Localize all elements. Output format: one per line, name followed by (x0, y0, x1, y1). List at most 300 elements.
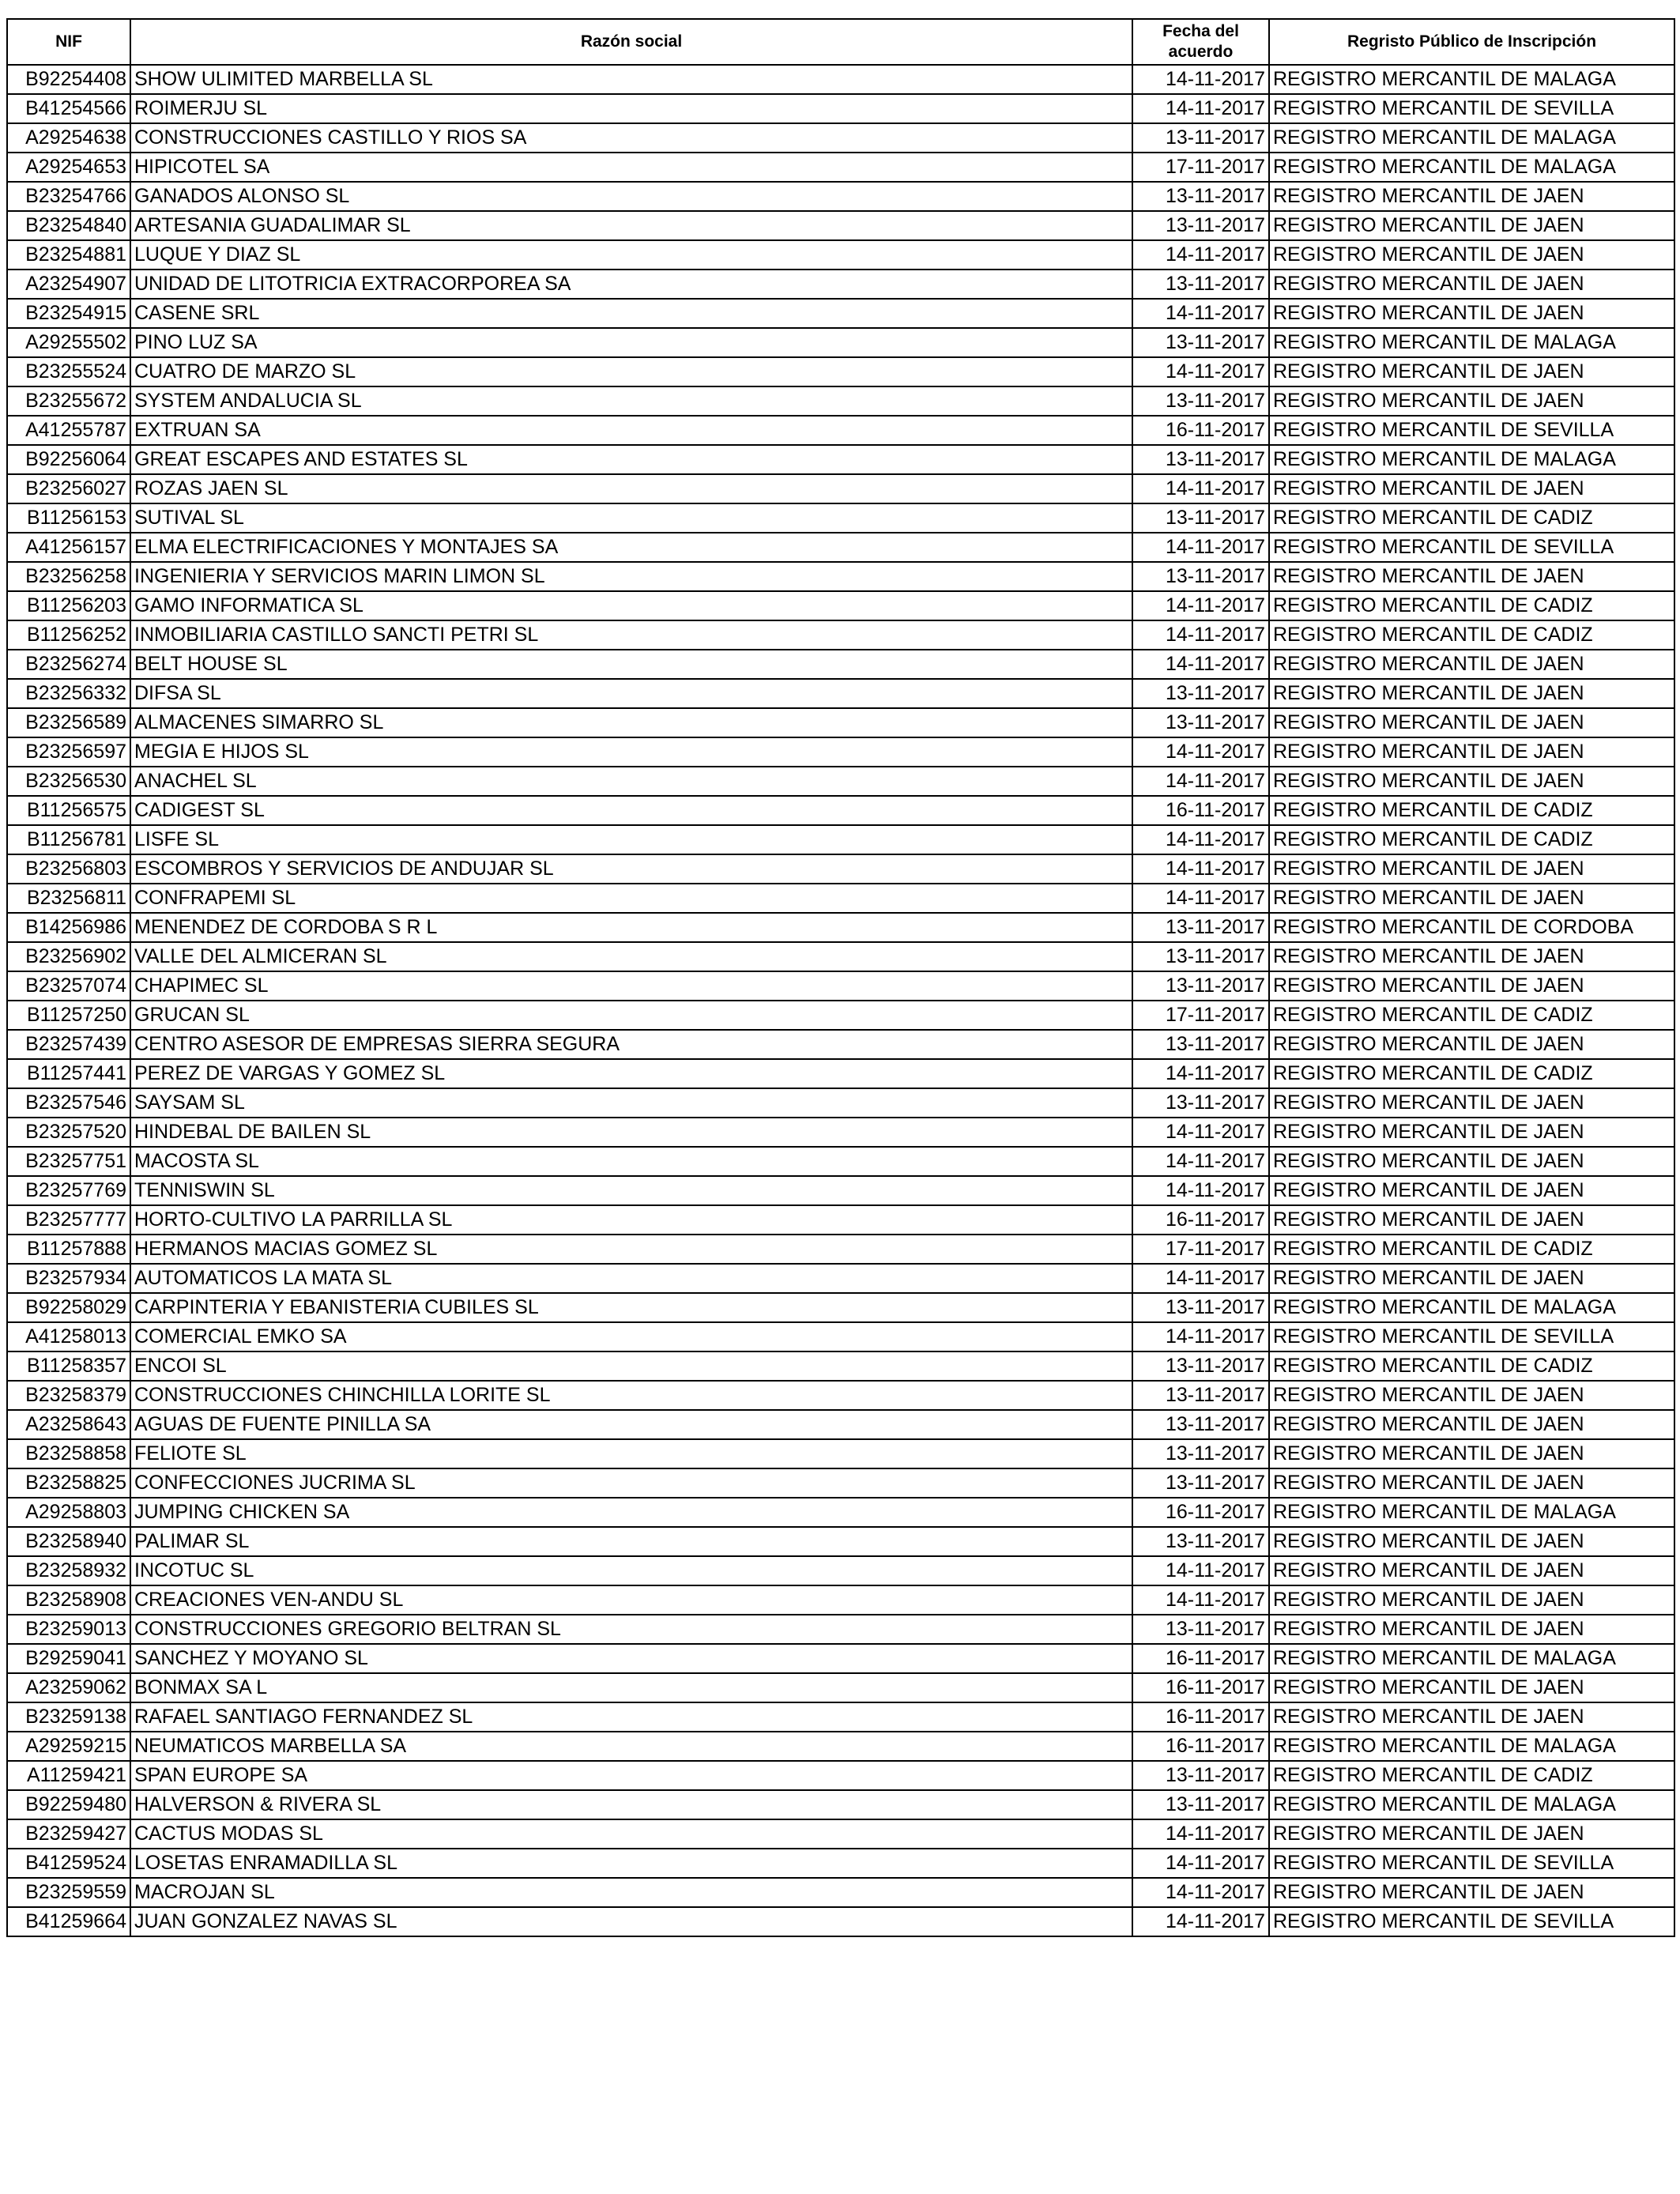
cell-nif: B23258858 (7, 1439, 130, 1468)
cell-nif: B11256153 (7, 503, 130, 533)
cell-fecha-acuerdo: 14-11-2017 (1132, 1819, 1269, 1849)
table-row (7, 1351, 1674, 1381)
table-row (7, 1176, 1674, 1205)
cell-fecha-acuerdo: 14-11-2017 (1132, 767, 1269, 796)
table-row (7, 1849, 1674, 1878)
table-row (7, 620, 1674, 650)
cell-razon-social: EXTRUAN SA (130, 416, 1132, 445)
cell-razon-social: LISFE SL (130, 825, 1132, 854)
cell-nif: B11257250 (7, 1001, 130, 1030)
table-row (7, 357, 1674, 386)
table-row (7, 591, 1674, 620)
cell-registro: REGISTRO MERCANTIL DE MALAGA (1269, 153, 1674, 182)
cell-razon-social: ROZAS JAEN SL (130, 474, 1132, 503)
cell-razon-social: CENTRO ASESOR DE EMPRESAS SIERRA SEGURA (130, 1030, 1132, 1059)
cell-fecha-acuerdo: 13-11-2017 (1132, 1030, 1269, 1059)
cell-razon-social: GANADOS ALONSO SL (130, 182, 1132, 211)
cell-razon-social: NEUMATICOS MARBELLA SA (130, 1732, 1132, 1761)
cell-razon-social: MACOSTA SL (130, 1147, 1132, 1176)
cell-registro: REGISTRO MERCANTIL DE CADIZ (1269, 591, 1674, 620)
table-row (7, 386, 1674, 416)
cell-registro: REGISTRO MERCANTIL DE MALAGA (1269, 1790, 1674, 1819)
cell-fecha-acuerdo: 14-11-2017 (1132, 299, 1269, 328)
cell-registro: REGISTRO MERCANTIL DE CADIZ (1269, 503, 1674, 533)
cell-registro: REGISTRO MERCANTIL DE CADIZ (1269, 1059, 1674, 1088)
cell-fecha-acuerdo: 14-11-2017 (1132, 650, 1269, 679)
table-row (7, 1439, 1674, 1468)
cell-razon-social: INGENIERIA Y SERVICIOS MARIN LIMON SL (130, 562, 1132, 591)
cell-nif: B23256811 (7, 884, 130, 913)
cell-fecha-acuerdo: 14-11-2017 (1132, 94, 1269, 123)
cell-registro: REGISTRO MERCANTIL DE JAEN (1269, 971, 1674, 1001)
table-row (7, 211, 1674, 240)
cell-registro: REGISTRO MERCANTIL DE JAEN (1269, 474, 1674, 503)
cell-registro: REGISTRO MERCANTIL DE JAEN (1269, 562, 1674, 591)
cell-nif: B23256902 (7, 942, 130, 971)
cell-nif: B23256332 (7, 679, 130, 708)
cell-fecha-acuerdo: 16-11-2017 (1132, 1732, 1269, 1761)
cell-nif: A29254638 (7, 123, 130, 153)
cell-registro: REGISTRO MERCANTIL DE JAEN (1269, 357, 1674, 386)
table-row (7, 1819, 1674, 1849)
cell-nif: B23257546 (7, 1088, 130, 1118)
cell-razon-social: SUTIVAL SL (130, 503, 1132, 533)
table-row (7, 913, 1674, 942)
cell-razon-social: COMERCIAL EMKO SA (130, 1322, 1132, 1351)
cell-nif: B14256986 (7, 913, 130, 942)
cell-razon-social: RAFAEL SANTIAGO FERNANDEZ SL (130, 1702, 1132, 1732)
cell-registro: REGISTRO MERCANTIL DE JAEN (1269, 1878, 1674, 1907)
table-row (7, 767, 1674, 796)
cell-razon-social: GREAT ESCAPES AND ESTATES SL (130, 445, 1132, 474)
cell-registro: REGISTRO MERCANTIL DE JAEN (1269, 1205, 1674, 1235)
cell-fecha-acuerdo: 13-11-2017 (1132, 562, 1269, 591)
cell-fecha-acuerdo: 14-11-2017 (1132, 825, 1269, 854)
cell-nif: B23256027 (7, 474, 130, 503)
table-row (7, 1527, 1674, 1556)
table-row (7, 1205, 1674, 1235)
cell-nif: B23254881 (7, 240, 130, 270)
cell-razon-social: CONFRAPEMI SL (130, 884, 1132, 913)
cell-fecha-acuerdo: 16-11-2017 (1132, 1498, 1269, 1527)
cell-nif: B23257520 (7, 1118, 130, 1147)
cell-registro: REGISTRO MERCANTIL DE CADIZ (1269, 1001, 1674, 1030)
cell-razon-social: CARPINTERIA Y EBANISTERIA CUBILES SL (130, 1293, 1132, 1322)
cell-nif: B11256781 (7, 825, 130, 854)
cell-fecha-acuerdo: 13-11-2017 (1132, 679, 1269, 708)
table-row (7, 416, 1674, 445)
cell-nif: B11257441 (7, 1059, 130, 1088)
cell-razon-social: INMOBILIARIA CASTILLO SANCTI PETRI SL (130, 620, 1132, 650)
cell-registro: REGISTRO MERCANTIL DE JAEN (1269, 1147, 1674, 1176)
cell-fecha-acuerdo: 13-11-2017 (1132, 503, 1269, 533)
cell-registro: REGISTRO MERCANTIL DE MALAGA (1269, 328, 1674, 357)
cell-razon-social: ELMA ELECTRIFICACIONES Y MONTAJES SA (130, 533, 1132, 562)
cell-registro: REGISTRO MERCANTIL DE JAEN (1269, 1702, 1674, 1732)
cell-registro: REGISTRO MERCANTIL DE CORDOBA (1269, 913, 1674, 942)
cell-razon-social: SAYSAM SL (130, 1088, 1132, 1118)
cell-registro: REGISTRO MERCANTIL DE JAEN (1269, 854, 1674, 884)
cell-razon-social: INCOTUC SL (130, 1556, 1132, 1585)
cell-razon-social: HINDEBAL DE BAILEN SL (130, 1118, 1132, 1147)
cell-fecha-acuerdo: 13-11-2017 (1132, 1293, 1269, 1322)
cell-registro: REGISTRO MERCANTIL DE JAEN (1269, 211, 1674, 240)
cell-razon-social: ALMACENES SIMARRO SL (130, 708, 1132, 737)
cell-fecha-acuerdo: 13-11-2017 (1132, 123, 1269, 153)
table-row (7, 94, 1674, 123)
table-row (7, 1381, 1674, 1410)
cell-nif: B23258908 (7, 1585, 130, 1615)
cell-registro: REGISTRO MERCANTIL DE SEVILLA (1269, 1907, 1674, 1936)
cell-razon-social: DIFSA SL (130, 679, 1132, 708)
cell-fecha-acuerdo: 16-11-2017 (1132, 1205, 1269, 1235)
cell-fecha-acuerdo: 16-11-2017 (1132, 1644, 1269, 1673)
cell-nif: B23259138 (7, 1702, 130, 1732)
cell-registro: REGISTRO MERCANTIL DE JAEN (1269, 1176, 1674, 1205)
cell-registro: REGISTRO MERCANTIL DE MALAGA (1269, 1293, 1674, 1322)
cell-registro: REGISTRO MERCANTIL DE JAEN (1269, 1585, 1674, 1615)
table-row (7, 708, 1674, 737)
cell-nif: B23257769 (7, 1176, 130, 1205)
cell-registro: REGISTRO MERCANTIL DE JAEN (1269, 1527, 1674, 1556)
cell-fecha-acuerdo: 16-11-2017 (1132, 1702, 1269, 1732)
cell-nif: A41256157 (7, 533, 130, 562)
cell-fecha-acuerdo: 13-11-2017 (1132, 1468, 1269, 1498)
cell-razon-social: ESCOMBROS Y SERVICIOS DE ANDUJAR SL (130, 854, 1132, 884)
header-registro: Regristo Público de Inscripción (1269, 19, 1674, 65)
table-row (7, 679, 1674, 708)
table-row (7, 884, 1674, 913)
cell-razon-social: ROIMERJU SL (130, 94, 1132, 123)
cell-razon-social: PEREZ DE VARGAS Y GOMEZ SL (130, 1059, 1132, 1088)
cell-registro: REGISTRO MERCANTIL DE MALAGA (1269, 65, 1674, 94)
cell-fecha-acuerdo: 13-11-2017 (1132, 1790, 1269, 1819)
cell-nif: B23255672 (7, 386, 130, 416)
cell-registro: REGISTRO MERCANTIL DE JAEN (1269, 884, 1674, 913)
cell-fecha-acuerdo: 13-11-2017 (1132, 1410, 1269, 1439)
table-row (7, 299, 1674, 328)
table-row (7, 796, 1674, 825)
cell-razon-social: SYSTEM ANDALUCIA SL (130, 386, 1132, 416)
cell-registro: REGISTRO MERCANTIL DE JAEN (1269, 942, 1674, 971)
cell-razon-social: ENCOI SL (130, 1351, 1132, 1381)
cell-fecha-acuerdo: 14-11-2017 (1132, 1147, 1269, 1176)
table-row (7, 1585, 1674, 1615)
table-row (7, 153, 1674, 182)
cell-registro: REGISTRO MERCANTIL DE CADIZ (1269, 1235, 1674, 1264)
cell-razon-social: CACTUS MODAS SL (130, 1819, 1132, 1849)
cell-nif: B23258379 (7, 1381, 130, 1410)
cell-fecha-acuerdo: 14-11-2017 (1132, 884, 1269, 913)
cell-fecha-acuerdo: 13-11-2017 (1132, 971, 1269, 1001)
cell-razon-social: ARTESANIA GUADALIMAR SL (130, 211, 1132, 240)
cell-nif: B23257751 (7, 1147, 130, 1176)
table-row (7, 1293, 1674, 1322)
cell-registro: REGISTRO MERCANTIL DE JAEN (1269, 650, 1674, 679)
cell-registro: REGISTRO MERCANTIL DE CADIZ (1269, 1351, 1674, 1381)
cell-fecha-acuerdo: 14-11-2017 (1132, 591, 1269, 620)
table-row (7, 1702, 1674, 1732)
cell-fecha-acuerdo: 13-11-2017 (1132, 1088, 1269, 1118)
table-row (7, 240, 1674, 270)
cell-fecha-acuerdo: 14-11-2017 (1132, 1907, 1269, 1936)
table-row (7, 825, 1674, 854)
cell-nif: B23254915 (7, 299, 130, 328)
cell-razon-social: JUMPING CHICKEN SA (130, 1498, 1132, 1527)
cell-nif: B23259427 (7, 1819, 130, 1849)
cell-nif: B23256530 (7, 767, 130, 796)
table-row (7, 562, 1674, 591)
cell-fecha-acuerdo: 13-11-2017 (1132, 708, 1269, 737)
cell-registro: REGISTRO MERCANTIL DE SEVILLA (1269, 1849, 1674, 1878)
cell-razon-social: CONSTRUCCIONES CASTILLO Y RIOS SA (130, 123, 1132, 153)
cell-nif: B92254408 (7, 65, 130, 94)
cell-fecha-acuerdo: 14-11-2017 (1132, 737, 1269, 767)
cell-razon-social: MEGIA E HIJOS SL (130, 737, 1132, 767)
cell-registro: REGISTRO MERCANTIL DE JAEN (1269, 1819, 1674, 1849)
cell-registro: REGISTRO MERCANTIL DE SEVILLA (1269, 1322, 1674, 1351)
cell-fecha-acuerdo: 16-11-2017 (1132, 796, 1269, 825)
cell-fecha-acuerdo: 14-11-2017 (1132, 1556, 1269, 1585)
header-fecha-line2: acuerdo (1168, 43, 1234, 61)
cell-registro: REGISTRO MERCANTIL DE MALAGA (1269, 445, 1674, 474)
cell-nif: A23259062 (7, 1673, 130, 1702)
cell-fecha-acuerdo: 14-11-2017 (1132, 620, 1269, 650)
cell-razon-social: GRUCAN SL (130, 1001, 1132, 1030)
table-row (7, 1235, 1674, 1264)
table-row (7, 1498, 1674, 1527)
cell-nif: B23256589 (7, 708, 130, 737)
cell-fecha-acuerdo: 14-11-2017 (1132, 1118, 1269, 1147)
cell-registro: REGISTRO MERCANTIL DE JAEN (1269, 182, 1674, 211)
cell-registro: REGISTRO MERCANTIL DE MALAGA (1269, 1644, 1674, 1673)
cell-nif: B92256064 (7, 445, 130, 474)
table-row (7, 1088, 1674, 1118)
cell-registro: REGISTRO MERCANTIL DE CADIZ (1269, 825, 1674, 854)
cell-fecha-acuerdo: 13-11-2017 (1132, 328, 1269, 357)
cell-razon-social: GAMO INFORMATICA SL (130, 591, 1132, 620)
cell-fecha-acuerdo: 13-11-2017 (1132, 211, 1269, 240)
table-row (7, 1322, 1674, 1351)
cell-razon-social: CHAPIMEC SL (130, 971, 1132, 1001)
cell-razon-social: LOSETAS ENRAMADILLA SL (130, 1849, 1132, 1878)
cell-registro: REGISTRO MERCANTIL DE MALAGA (1269, 1498, 1674, 1527)
cell-razon-social: SHOW ULIMITED MARBELLA SL (130, 65, 1132, 94)
cell-nif: B29259041 (7, 1644, 130, 1673)
cell-razon-social: CONFECCIONES JUCRIMA SL (130, 1468, 1132, 1498)
cell-registro: REGISTRO MERCANTIL DE JAEN (1269, 299, 1674, 328)
registry-table (6, 18, 1675, 1937)
table-row (7, 445, 1674, 474)
cell-registro: REGISTRO MERCANTIL DE SEVILLA (1269, 533, 1674, 562)
cell-nif: B23254840 (7, 211, 130, 240)
cell-registro: REGISTRO MERCANTIL DE JAEN (1269, 1264, 1674, 1293)
table-row (7, 1468, 1674, 1498)
header-nif: NIF (7, 19, 130, 65)
table-row (7, 1410, 1674, 1439)
cell-registro: REGISTRO MERCANTIL DE JAEN (1269, 1615, 1674, 1644)
cell-fecha-acuerdo: 13-11-2017 (1132, 942, 1269, 971)
table-row (7, 1001, 1674, 1030)
cell-razon-social: HIPICOTEL SA (130, 153, 1132, 182)
cell-nif: A29254653 (7, 153, 130, 182)
cell-nif: B23256258 (7, 562, 130, 591)
cell-fecha-acuerdo: 13-11-2017 (1132, 270, 1269, 299)
table-row (7, 503, 1674, 533)
cell-registro: REGISTRO MERCANTIL DE SEVILLA (1269, 416, 1674, 445)
cell-razon-social: HERMANOS MACIAS GOMEZ SL (130, 1235, 1132, 1264)
header-razon-social: Razón social (130, 19, 1132, 65)
table-row (7, 1878, 1674, 1907)
cell-nif: B23258825 (7, 1468, 130, 1498)
table-body (7, 65, 1674, 1936)
table-row (7, 1264, 1674, 1293)
cell-registro: REGISTRO MERCANTIL DE JAEN (1269, 737, 1674, 767)
table-row (7, 123, 1674, 153)
cell-registro: REGISTRO MERCANTIL DE JAEN (1269, 386, 1674, 416)
table-row (7, 1147, 1674, 1176)
cell-nif: B11257888 (7, 1235, 130, 1264)
cell-razon-social: CASENE SRL (130, 299, 1132, 328)
cell-registro: REGISTRO MERCANTIL DE JAEN (1269, 270, 1674, 299)
cell-registro: REGISTRO MERCANTIL DE JAEN (1269, 1410, 1674, 1439)
cell-fecha-acuerdo: 13-11-2017 (1132, 1527, 1269, 1556)
cell-registro: REGISTRO MERCANTIL DE JAEN (1269, 1468, 1674, 1498)
table-row (7, 1761, 1674, 1790)
cell-nif: B11256252 (7, 620, 130, 650)
cell-razon-social: AGUAS DE FUENTE PINILLA SA (130, 1410, 1132, 1439)
cell-fecha-acuerdo: 13-11-2017 (1132, 913, 1269, 942)
table-row (7, 1644, 1674, 1673)
cell-registro: REGISTRO MERCANTIL DE CADIZ (1269, 1761, 1674, 1790)
cell-nif: A41258013 (7, 1322, 130, 1351)
cell-razon-social: HALVERSON & RIVERA SL (130, 1790, 1132, 1819)
header-fecha-line1: Fecha del (1162, 22, 1239, 40)
table-row (7, 971, 1674, 1001)
table-row (7, 474, 1674, 503)
cell-registro: REGISTRO MERCANTIL DE JAEN (1269, 1088, 1674, 1118)
cell-nif: B41259664 (7, 1907, 130, 1936)
cell-fecha-acuerdo: 13-11-2017 (1132, 386, 1269, 416)
cell-fecha-acuerdo: 17-11-2017 (1132, 153, 1269, 182)
cell-razon-social: VALLE DEL ALMICERAN SL (130, 942, 1132, 971)
cell-nif: B23256274 (7, 650, 130, 679)
cell-nif: A29259215 (7, 1732, 130, 1761)
cell-razon-social: FELIOTE SL (130, 1439, 1132, 1468)
cell-razon-social: AUTOMATICOS LA MATA SL (130, 1264, 1132, 1293)
cell-fecha-acuerdo: 17-11-2017 (1132, 1001, 1269, 1030)
cell-nif: B11256575 (7, 796, 130, 825)
cell-razon-social: CREACIONES VEN-ANDU SL (130, 1585, 1132, 1615)
cell-fecha-acuerdo: 14-11-2017 (1132, 1849, 1269, 1878)
cell-nif: A29255502 (7, 328, 130, 357)
cell-fecha-acuerdo: 13-11-2017 (1132, 1381, 1269, 1410)
cell-registro: REGISTRO MERCANTIL DE CADIZ (1269, 796, 1674, 825)
table-row (7, 1790, 1674, 1819)
cell-razon-social: BONMAX SA L (130, 1673, 1132, 1702)
cell-fecha-acuerdo: 14-11-2017 (1132, 1059, 1269, 1088)
cell-razon-social: HORTO-CULTIVO LA PARRILLA SL (130, 1205, 1132, 1235)
table-row (7, 1118, 1674, 1147)
cell-registro: REGISTRO MERCANTIL DE JAEN (1269, 679, 1674, 708)
table-row (7, 1030, 1674, 1059)
cell-razon-social: PINO LUZ SA (130, 328, 1132, 357)
cell-nif: B23257074 (7, 971, 130, 1001)
cell-registro: REGISTRO MERCANTIL DE JAEN (1269, 1673, 1674, 1702)
cell-nif: A23258643 (7, 1410, 130, 1439)
table-row (7, 270, 1674, 299)
cell-registro: REGISTRO MERCANTIL DE CADIZ (1269, 620, 1674, 650)
cell-fecha-acuerdo: 13-11-2017 (1132, 1615, 1269, 1644)
cell-razon-social: LUQUE Y DIAZ SL (130, 240, 1132, 270)
cell-razon-social: CUATRO DE MARZO SL (130, 357, 1132, 386)
cell-nif: B11256203 (7, 591, 130, 620)
cell-fecha-acuerdo: 14-11-2017 (1132, 533, 1269, 562)
cell-nif: A11259421 (7, 1761, 130, 1790)
cell-nif: B23259013 (7, 1615, 130, 1644)
cell-nif: B23257934 (7, 1264, 130, 1293)
table-row (7, 533, 1674, 562)
table-row (7, 182, 1674, 211)
table-row (7, 1673, 1674, 1702)
cell-razon-social: PALIMAR SL (130, 1527, 1132, 1556)
cell-razon-social: JUAN GONZALEZ NAVAS SL (130, 1907, 1132, 1936)
cell-registro: REGISTRO MERCANTIL DE JAEN (1269, 708, 1674, 737)
cell-fecha-acuerdo: 14-11-2017 (1132, 474, 1269, 503)
cell-nif: B23258940 (7, 1527, 130, 1556)
cell-registro: REGISTRO MERCANTIL DE JAEN (1269, 240, 1674, 270)
table-row (7, 1059, 1674, 1088)
cell-nif: B23256803 (7, 854, 130, 884)
cell-nif: A23254907 (7, 270, 130, 299)
table-row (7, 1556, 1674, 1585)
table-row (7, 65, 1674, 94)
cell-razon-social: MENENDEZ DE CORDOBA S R L (130, 913, 1132, 942)
cell-fecha-acuerdo: 14-11-2017 (1132, 357, 1269, 386)
cell-razon-social: CONSTRUCCIONES GREGORIO BELTRAN SL (130, 1615, 1132, 1644)
cell-razon-social: BELT HOUSE SL (130, 650, 1132, 679)
cell-nif: B23259559 (7, 1878, 130, 1907)
cell-fecha-acuerdo: 14-11-2017 (1132, 854, 1269, 884)
table-row (7, 328, 1674, 357)
cell-razon-social: SANCHEZ Y MOYANO SL (130, 1644, 1132, 1673)
cell-fecha-acuerdo: 13-11-2017 (1132, 1439, 1269, 1468)
cell-fecha-acuerdo: 14-11-2017 (1132, 1264, 1269, 1293)
cell-registro: REGISTRO MERCANTIL DE SEVILLA (1269, 94, 1674, 123)
cell-fecha-acuerdo: 13-11-2017 (1132, 1351, 1269, 1381)
cell-nif: B23256597 (7, 737, 130, 767)
cell-fecha-acuerdo: 13-11-2017 (1132, 445, 1269, 474)
table-row (7, 1615, 1674, 1644)
cell-fecha-acuerdo: 14-11-2017 (1132, 1585, 1269, 1615)
cell-fecha-acuerdo: 14-11-2017 (1132, 65, 1269, 94)
cell-razon-social: SPAN EUROPE SA (130, 1761, 1132, 1790)
table-row (7, 737, 1674, 767)
table-row (7, 854, 1674, 884)
cell-fecha-acuerdo: 14-11-2017 (1132, 240, 1269, 270)
cell-registro: REGISTRO MERCANTIL DE JAEN (1269, 1556, 1674, 1585)
cell-fecha-acuerdo: 16-11-2017 (1132, 1673, 1269, 1702)
table-row (7, 1907, 1674, 1936)
cell-razon-social: CADIGEST SL (130, 796, 1132, 825)
cell-registro: REGISTRO MERCANTIL DE JAEN (1269, 1381, 1674, 1410)
cell-nif: B23257777 (7, 1205, 130, 1235)
table-row (7, 1732, 1674, 1761)
cell-nif: A29258803 (7, 1498, 130, 1527)
cell-razon-social: UNIDAD DE LITOTRICIA EXTRACORPOREA SA (130, 270, 1132, 299)
cell-nif: B41259524 (7, 1849, 130, 1878)
cell-nif: B23257439 (7, 1030, 130, 1059)
